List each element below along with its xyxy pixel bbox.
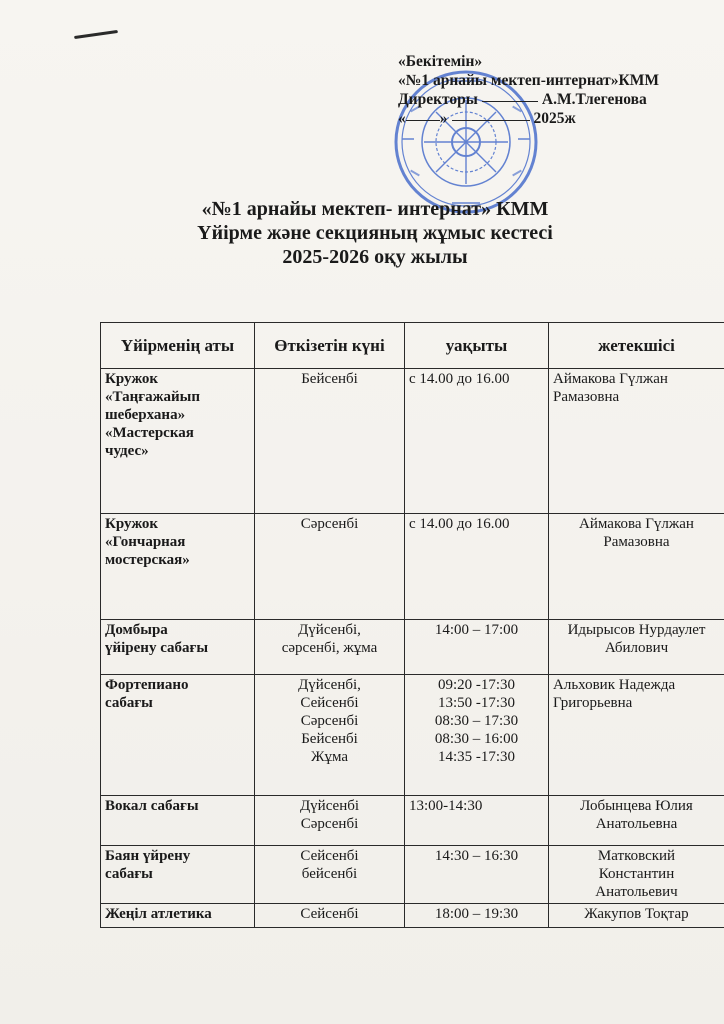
- header-club-name: Үйірменің аты: [101, 323, 255, 369]
- day-line: Дүйсенбі,: [298, 677, 361, 693]
- title-schedule: Үйірме және секцияның жұмыс кестесі: [197, 222, 553, 244]
- time-line: 18:00 – 19:30: [434, 906, 519, 922]
- club-name-line: Вокал сабағы: [105, 798, 199, 814]
- leader-line: Рамазовна: [603, 534, 670, 550]
- day-line: Дүйсенбі,: [298, 622, 361, 638]
- table-row: [101, 846, 724, 904]
- day-cell: [255, 620, 405, 675]
- time-cell: [405, 904, 549, 928]
- table-row: [101, 904, 724, 928]
- leader-line: Альховик Надежда: [553, 677, 676, 693]
- club-name-cell: [101, 620, 255, 675]
- leader-cell: [549, 846, 724, 904]
- table-row: [101, 514, 724, 620]
- date-quote-close: »: [439, 110, 448, 127]
- leader-line: Матковский: [597, 848, 676, 864]
- club-name-line: Кружок: [105, 516, 158, 532]
- leader-line: Аймакова Гүлжан: [579, 516, 694, 532]
- table-row: [101, 796, 724, 846]
- table-header-row: [101, 323, 724, 369]
- table-row: [101, 675, 724, 796]
- day-line: Бейсенбі: [301, 371, 358, 387]
- day-line: Сәрсенбі: [300, 516, 359, 532]
- time-cell: [405, 796, 549, 846]
- club-name-cell: [101, 675, 255, 796]
- title-organization: «№1 арнайы мектеп- интернат» КММ: [201, 198, 549, 220]
- club-name-line: чудес»: [105, 443, 149, 459]
- table-row: [101, 620, 724, 675]
- time-cell: [405, 675, 549, 796]
- club-name-line: сабағы: [105, 695, 153, 711]
- club-name-line: «Таңғажайып: [105, 389, 200, 405]
- approval-organization: «№1 арнайы мектеп-интернат»КММ: [398, 72, 659, 89]
- time-line: 08:30 – 17:30: [434, 713, 519, 729]
- time-line: 14:35 -17:30: [437, 749, 516, 765]
- table-row: [101, 369, 724, 514]
- leader-line: Рамазовна: [553, 389, 620, 405]
- club-name-line: «Гончарная: [105, 534, 186, 550]
- approval-year: 2025ж: [533, 110, 576, 127]
- time-line: 13:00-14:30: [409, 798, 483, 814]
- day-line: Сейсенбі: [300, 848, 359, 864]
- club-name-line: Фортепиано: [105, 677, 189, 693]
- club-name-cell: [101, 796, 255, 846]
- leader-line: Анатольевич: [595, 884, 678, 900]
- leader-line: Абилович: [604, 640, 669, 656]
- leader-cell: [549, 514, 724, 620]
- club-name-line: мостерская»: [105, 552, 190, 568]
- table-body: [101, 369, 724, 928]
- club-name-line: үйірену сабағы: [105, 640, 209, 656]
- leader-cell: [549, 620, 724, 675]
- time-line: 13:50 -17:30: [437, 695, 516, 711]
- club-name-cell: [101, 514, 255, 620]
- leader-line: Аймакова Гүлжан: [553, 371, 668, 387]
- time-line: 08:30 – 16:00: [434, 731, 519, 747]
- day-cell: [255, 369, 405, 514]
- signature-line: [482, 101, 538, 102]
- time-line: 14:00 – 17:00: [434, 622, 519, 638]
- header-day: Өткізетін күні: [255, 323, 405, 369]
- day-line: бейсенбі: [301, 866, 358, 882]
- day-line: Бейсенбі: [301, 731, 358, 747]
- leader-cell: [549, 904, 724, 928]
- club-name-line: Жеңіл атлетика: [105, 906, 212, 922]
- time-line: с 14.00 до 16.00: [409, 371, 510, 387]
- club-name-cell: [101, 904, 255, 928]
- header-leader: жетекшісі: [549, 323, 724, 369]
- day-line: Сәрсенбі: [300, 816, 359, 832]
- pen-mark: [74, 30, 118, 39]
- leader-line: Анатольевна: [595, 816, 678, 832]
- header-time: уақыты: [405, 323, 549, 369]
- leader-line: Идырысов Нурдаулет: [567, 622, 706, 638]
- club-name-line: Домбыра: [105, 622, 168, 638]
- date-month-line: [452, 120, 530, 121]
- day-cell: [255, 675, 405, 796]
- club-name-line: Кружок: [105, 371, 158, 387]
- day-line: Дүйсенбі: [299, 798, 360, 814]
- club-name-line: «Мастерская: [105, 425, 194, 441]
- day-cell: [255, 904, 405, 928]
- date-quote-open: «: [398, 110, 406, 127]
- leader-cell: [549, 796, 724, 846]
- time-cell: [405, 846, 549, 904]
- leader-line: Константин: [598, 866, 675, 882]
- time-line: 09:20 -17:30: [437, 677, 516, 693]
- title-year: 2025-2026 оқу жылы: [282, 246, 468, 268]
- time-cell: [405, 620, 549, 675]
- day-cell: [255, 796, 405, 846]
- day-cell: [255, 846, 405, 904]
- leader-line: Жакупов Тоқтар: [584, 906, 689, 922]
- leader-line: Григорьевна: [553, 695, 633, 711]
- day-line: Сәрсенбі: [300, 713, 359, 729]
- day-line: Сейсенбі: [300, 695, 359, 711]
- day-line: сәрсенбі, жұма: [281, 640, 378, 656]
- approval-date-line: [398, 109, 724, 128]
- club-name-line: Баян үйрену: [105, 848, 191, 864]
- approval-block: [398, 52, 724, 128]
- approval-director-label: Директоры: [398, 91, 478, 108]
- time-line: с 14.00 до 16.00: [409, 516, 510, 532]
- document-title: [150, 197, 600, 269]
- date-day-line: [406, 120, 440, 121]
- leader-cell: [549, 369, 724, 514]
- schedule-table: [100, 322, 724, 928]
- club-name-cell: [101, 846, 255, 904]
- time-cell: [405, 514, 549, 620]
- approval-approved-label: «Бекітемін»: [398, 53, 483, 70]
- approval-director-line: [398, 90, 724, 109]
- club-name-line: шеберхана»: [105, 407, 186, 423]
- leader-cell: [549, 675, 724, 796]
- day-cell: [255, 514, 405, 620]
- time-line: 14:30 – 16:30: [434, 848, 519, 864]
- day-line: Сейсенбі: [300, 906, 359, 922]
- day-line: Жұма: [311, 749, 348, 765]
- leader-line: Лобынцева Юлия: [580, 798, 693, 814]
- club-name-cell: [101, 369, 255, 514]
- time-cell: [405, 369, 549, 514]
- approval-director-name: А.М.Тлегенова: [541, 91, 647, 108]
- club-name-line: сабағы: [105, 866, 153, 882]
